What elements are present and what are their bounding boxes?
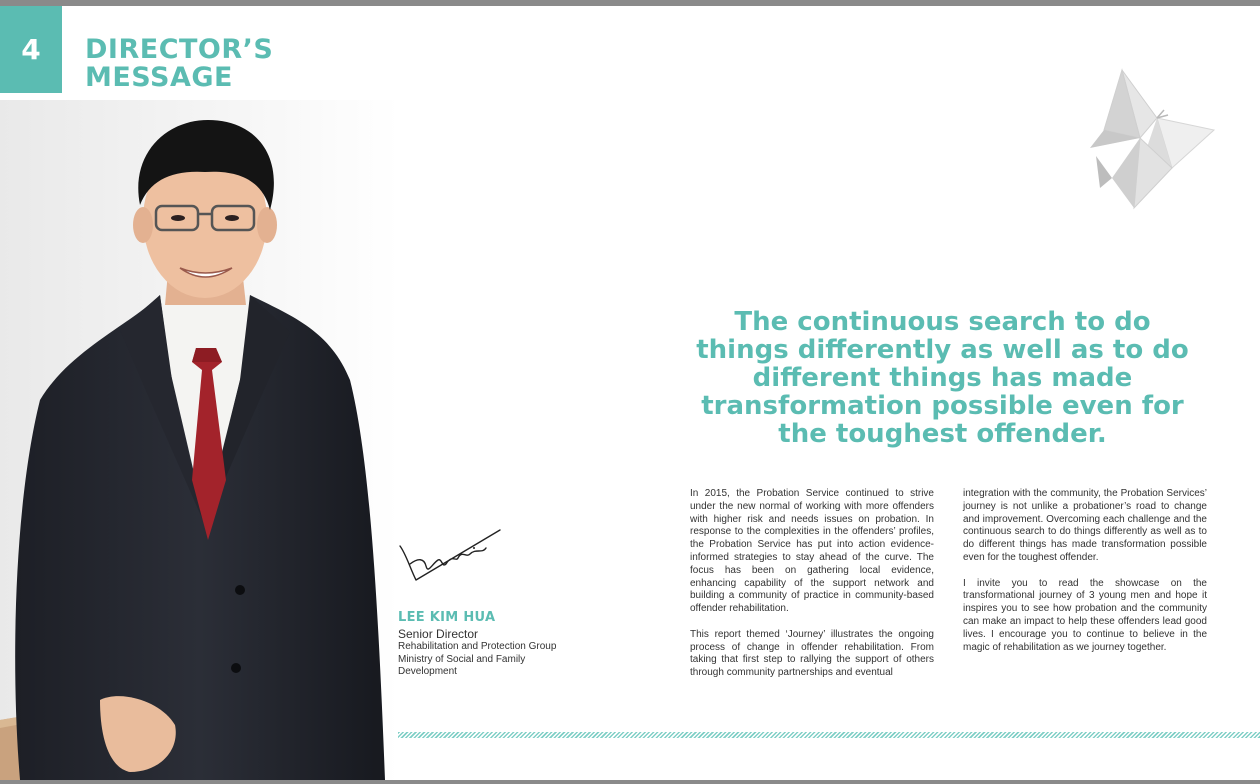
body-column-left: [690, 488, 934, 693]
signatory-name: LEE KIM HUA: [398, 610, 496, 625]
body-paragraph: In 2015, the Probation Service continued to strive under the new normal of working with more offenders with higher risk and needs issues on probation. In response to the complexities in the offenders’ profiles, the Probation Service has put into action evidence-informed strategies to stay ahead of the curve. The focus has been on gathering local evidence, enhancing capability of the support network and building a community of practice in community-based offender rehabilitation.: [690, 488, 934, 615]
bottom-border-bar: [0, 780, 1260, 784]
body-paragraph: This report themed ‘Journey’ illustrates the ongoing process of change in offender rehabilitation. From taking that first step to rallying the support of others through community partnerships and eventual: [690, 628, 934, 679]
origami-butterfly-icon: [1082, 68, 1222, 214]
page-title: [85, 36, 273, 92]
body-paragraph: I invite you to read the showcase on the transformational journey of 3 young men and hope it inspires you to see how probation and the community can make an impact to help these offenders lead good lives. I encourage you to continue to believe in the magic of rehabilitation as we journey together.: [963, 577, 1207, 653]
body-column-right: [963, 488, 1207, 667]
signatory-ministry-line-1: Ministry of Social and Family: [398, 653, 526, 665]
decorative-hatched-rule: [398, 732, 1260, 738]
signatory-title: Senior Director: [398, 627, 479, 641]
body-paragraph: integration with the community, the Probation Services’ journey is not unlike a probationer’s road to change and improvement. Overcoming each challenge and the continuous search to do things differently as well as to do different things has made transformation possible even for the toughest offender.: [963, 488, 1207, 563]
handwritten-signature: [396, 524, 506, 586]
pull-quote: The continuous search to do things differently as well as to do different things has made transformation possible even for the toughest offender.: [696, 307, 1189, 449]
page-number: 4: [21, 33, 41, 66]
page-title-line-1: DIRECTOR’S: [85, 34, 274, 65]
page-title-line-2: MESSAGE: [85, 62, 233, 93]
director-portrait: [0, 100, 400, 780]
signatory-block: [398, 610, 598, 679]
signatory-ministry-line-2: Development: [398, 666, 457, 677]
top-border-bar: [0, 0, 1260, 6]
page-number-badge: [0, 6, 62, 93]
signatory-group: Rehabilitation and Protection Group: [398, 641, 557, 652]
